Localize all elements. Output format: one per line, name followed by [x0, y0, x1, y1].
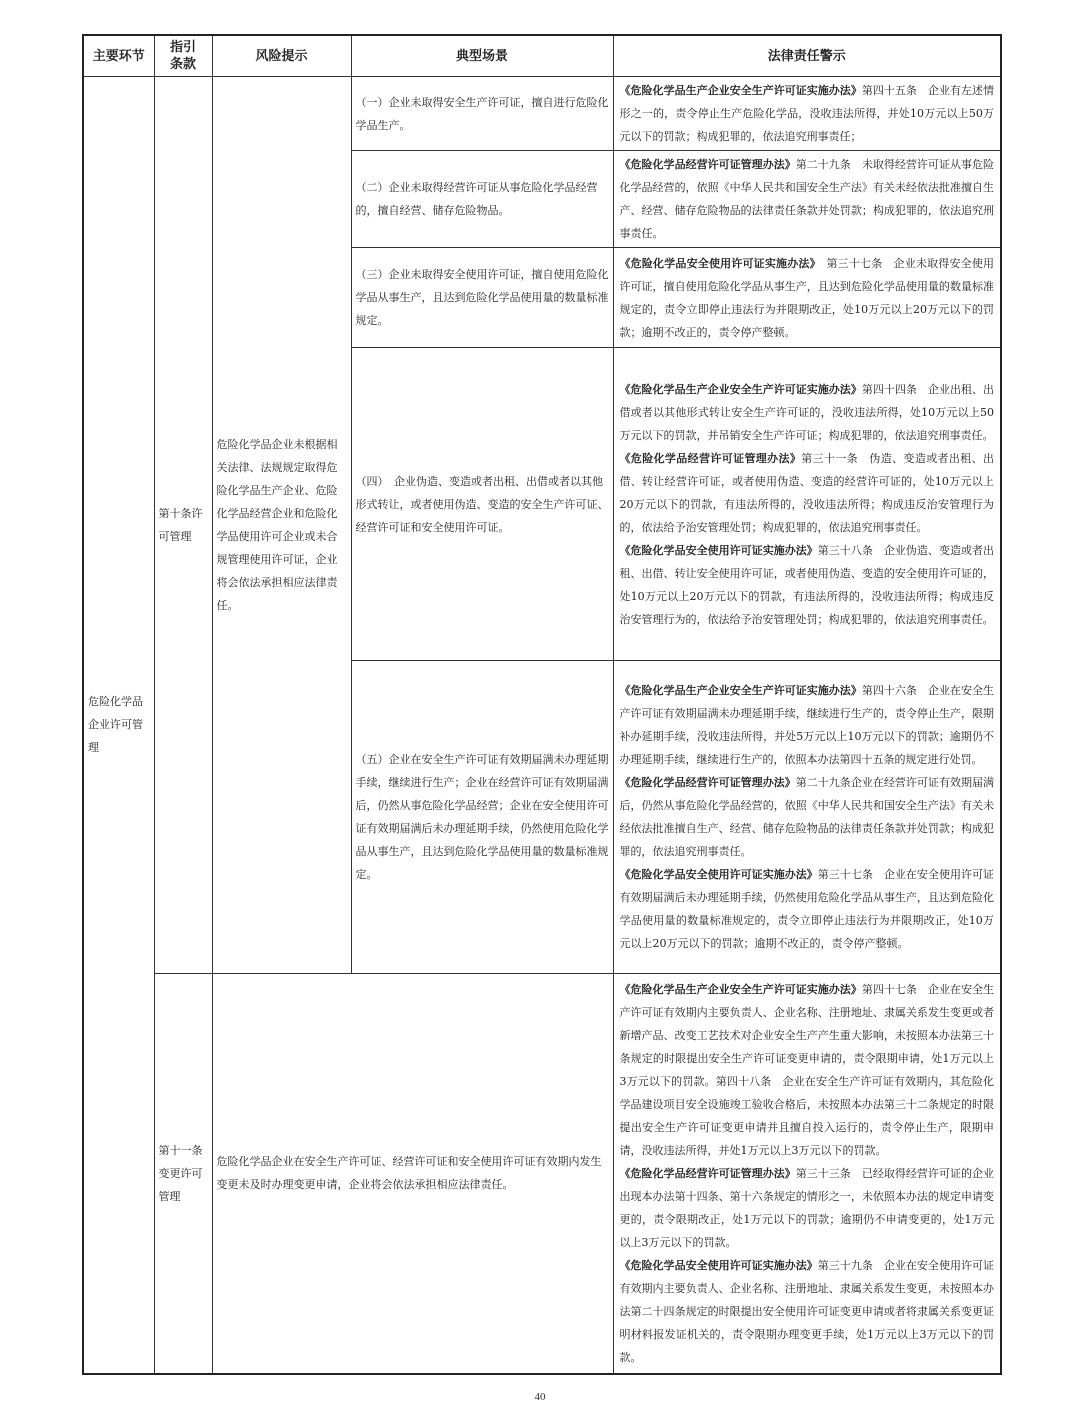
law-text: 第三十七条 企业未取得安全使用许可证，擅自使用危险化学品从事生产，且达到危险化学品使用量的数量标准规定的，责令立即停止违法行为并限期改正，处10万元以上20万元以下的罚款；逾期不改正的，责令停产整顿。: [619, 256, 995, 339]
law-text: 第三十八条 企业伪造、变造或者出租、出借、转让安全使用许可证，或者使用伪造、变造的安全使用许可证的，处10万元以上20万元以下的罚款，有违法所得的，没收违法所得；构成违反治安管理行为的，依法给予治安管理处罚；构成犯罪的，依法追究刑事责任。: [619, 543, 995, 626]
law-title: 《危险化学品生产企业安全生产许可证实施办法》: [619, 684, 862, 697]
law-cell-4: [613, 348, 1001, 661]
law-cell-1: [613, 77, 1001, 151]
law-title: 《危险化学品生产企业安全生产许可证实施办法》: [619, 382, 862, 396]
clause-11: 第十一条变更许可管理: [154, 974, 212, 1374]
law-title: 《危险化学品经营许可证管理办法》: [619, 1166, 796, 1180]
law-item: [620, 378, 995, 447]
scene-2: （二）企业未取得经营许可证从事危险化学品经营的，擅自经营、储存危险物品。: [351, 151, 613, 248]
law-text: 第三十九条 企业在安全使用许可证有效期内主要负责人、企业名称、注册地址、隶属关系发生变更，未按照本办法第二十四条规定的时限提出安全使用许可证变更申请或者将隶属关系变更证明材料报发证机关的，责令限期办理变更手续，处1万元以上3万元以下的罚款。: [619, 1258, 995, 1364]
law-text: 第四十七条 企业在安全生产许可证有效期内主要负责人、企业名称、注册地址、隶属关系发生变更或者新增产品、改变工艺技术对企业安全生产产生重大影响，未按照本办法第三十条规定的时限提出安全生产许可证变更申请的，责令限期申请，处1万元以上3万元以下的罚款。第四十八条 企业在安全生产许可证有效期内，其危险化学品建设项目安全设施竣工验收合格后，未按照本办法第三十二条规定的时限提出安全生产许可证变更申请并且擅自投入运行的，责令停止生产，限期申请，没收违法所得，并处1万元以上3万元以下的罚款。: [619, 982, 995, 1157]
law-item: [620, 153, 995, 245]
table-row: [83, 974, 1001, 1374]
law-title: 《危险化学品安全使用许可证实施办法》: [619, 868, 818, 881]
law-title: 《危险化学品安全使用许可证实施办法》: [619, 1258, 818, 1272]
header-main-link: 主要环节: [83, 35, 154, 77]
clause-10: 第十条许可管理: [154, 77, 212, 974]
scene-3: （三）企业未取得安全使用许可证，擅自使用危险化学品从事生产，且达到危险化学品使用量的数量标准规定。: [351, 248, 613, 348]
table-row: [83, 77, 1001, 151]
law-text: 第二十九条企业在经营许可证有效期届满后，仍然从事危险化学品经营的，依照《中华人民共和国安全生产法》有关未经依法批准擅自生产、经营、储存危险物品的法律责任条款并处罚款；构成犯罪的，依法追究刑事责任。: [619, 776, 995, 858]
law-item: [620, 1254, 995, 1369]
law-cell-3: [613, 248, 1001, 348]
law-title: 《危险化学品经营许可证管理办法》: [619, 451, 802, 465]
law-text: 第四十四条 企业出租、出借或者以其他形式转让安全生产许可证的，没收违法所得，处10万元以上50万元以下的罚款，并吊销安全生产许可证；构成犯罪的，依法追究刑事责任。: [619, 382, 995, 442]
section-label: 危险化学品企业许可管理: [83, 77, 154, 1374]
law-title: 《危险化学品安全使用许可证实施办法》: [619, 256, 816, 270]
header-legal: 法律责任警示: [613, 35, 1001, 77]
law-title: 《危险化学品经营许可证管理办法》: [619, 776, 796, 789]
law-cell-6: [613, 974, 1001, 1374]
scene-4: （四） 企业伪造、变造或者出租、出借或者以其他形式转让，或者使用伪造、变造的安全生产许可证、经营许可证和安全使用许可证。: [351, 348, 613, 661]
law-item: [620, 771, 995, 863]
header-row: [83, 35, 1001, 77]
law-text: 第三十七条 企业在安全使用许可证有效期届满后未办理延期手续，仍然使用危险化学品从事生产，且达到危险化学品使用量的数量标准规定的，责令立即停止违法行为并限期改正，处10万元以上20万元以下的罚款；逾期不改正的，责令停产整顿。: [619, 868, 995, 950]
risk-10: 危险化学品企业未根据相关法律、法规规定取得危险化学品生产企业、危险化学品经营企业和危险化学品使用许可企业或未合规管理使用许可证，企业将会依法承担相应法律责任。: [212, 77, 351, 974]
law-text: 第二十九条 未取得经营许可证从事危险化学品经营的，依照《中华人民共和国安全生产法》有关未经依法批准擅自生产、经营、储存危险物品的法律责任条款并处罚款；构成犯罪的，依法追究刑事责任。: [619, 158, 995, 240]
law-text: 第三十一条 伪造、变造或者出租、出借、转让经营许可证，或者使用伪造、变造的经营许可证的，处10万元以上20万元以下的罚款，有违法所得的，没收违法所得；构成违反治安管理行为的，依法给予治安管理处罚；构成犯罪的，依法追究刑事责任。: [619, 451, 994, 534]
law-item: [620, 863, 995, 955]
law-item: [620, 539, 995, 631]
law-item: [620, 252, 995, 344]
law-text: 第四十六条 企业在安全生产许可证有效期届满未办理延期手续，继续进行生产的，责令停止生产，限期补办延期手续，没收违法所得，并处5万元以上10万元以下的罚款；逾期仍不办理延期手续，继续进行生产的，依照本办法第四十五条的规定进行处罚。: [619, 684, 995, 766]
risk-11: 危险化学品企业在安全生产许可证、经营许可证和安全使用许可证有效期内发生变更未及时办理变更申请，企业将会依法承担相应法律责任。: [212, 974, 613, 1374]
law-text: 第三十三条 已经取得经营许可证的企业出现本办法第十四条、第十六条规定的情形之一，未依照本办法的规定申请变更的，责令限期改正，处1万元以下的罚款；逾期仍不申请变更的，处1万元以上3万元以下的罚款。: [619, 1166, 995, 1249]
scene-5: （五）企业在安全生产许可证有效期届满未办理延期手续，继续进行生产；企业在经营许可证有效期届满后，仍然从事危险化学品经营；企业在安全使用许可证有效期届满后未办理延期手续，仍然使用危险化学品从事生产，且达到危险化学品使用量的数量标准规定。: [351, 661, 613, 974]
law-cell-2: [613, 151, 1001, 248]
law-title: 《危险化学品安全使用许可证实施办法》: [619, 543, 818, 557]
header-scene: 典型场景: [351, 35, 613, 77]
law-cell-5: [613, 661, 1001, 974]
law-title: 《危险化学品生产企业安全生产许可证实施办法》: [619, 84, 862, 97]
law-item: [620, 79, 995, 148]
law-item: [620, 1162, 995, 1254]
law-item: [620, 447, 995, 539]
law-text: 第四十五条 企业有左述情形之一的，责令停止生产危险化学品，没收违法所得，并处10万元以上50万元以下的罚款；构成犯罪的，依法追究刑事责任；: [619, 84, 995, 143]
page-number: 40: [534, 1391, 546, 1403]
header-risk: 风险提示: [212, 35, 351, 77]
header-clause: 指引 条款: [154, 35, 212, 77]
regulation-table: [82, 34, 1002, 1375]
law-item: [620, 679, 995, 771]
law-title: 《危险化学品经营许可证管理办法》: [619, 158, 796, 171]
law-item: [620, 978, 995, 1162]
scene-1: （一）企业未取得安全生产许可证，擅自进行危险化学品生产。: [351, 77, 613, 151]
law-title: 《危险化学品生产企业安全生产许可证实施办法》: [619, 982, 862, 996]
